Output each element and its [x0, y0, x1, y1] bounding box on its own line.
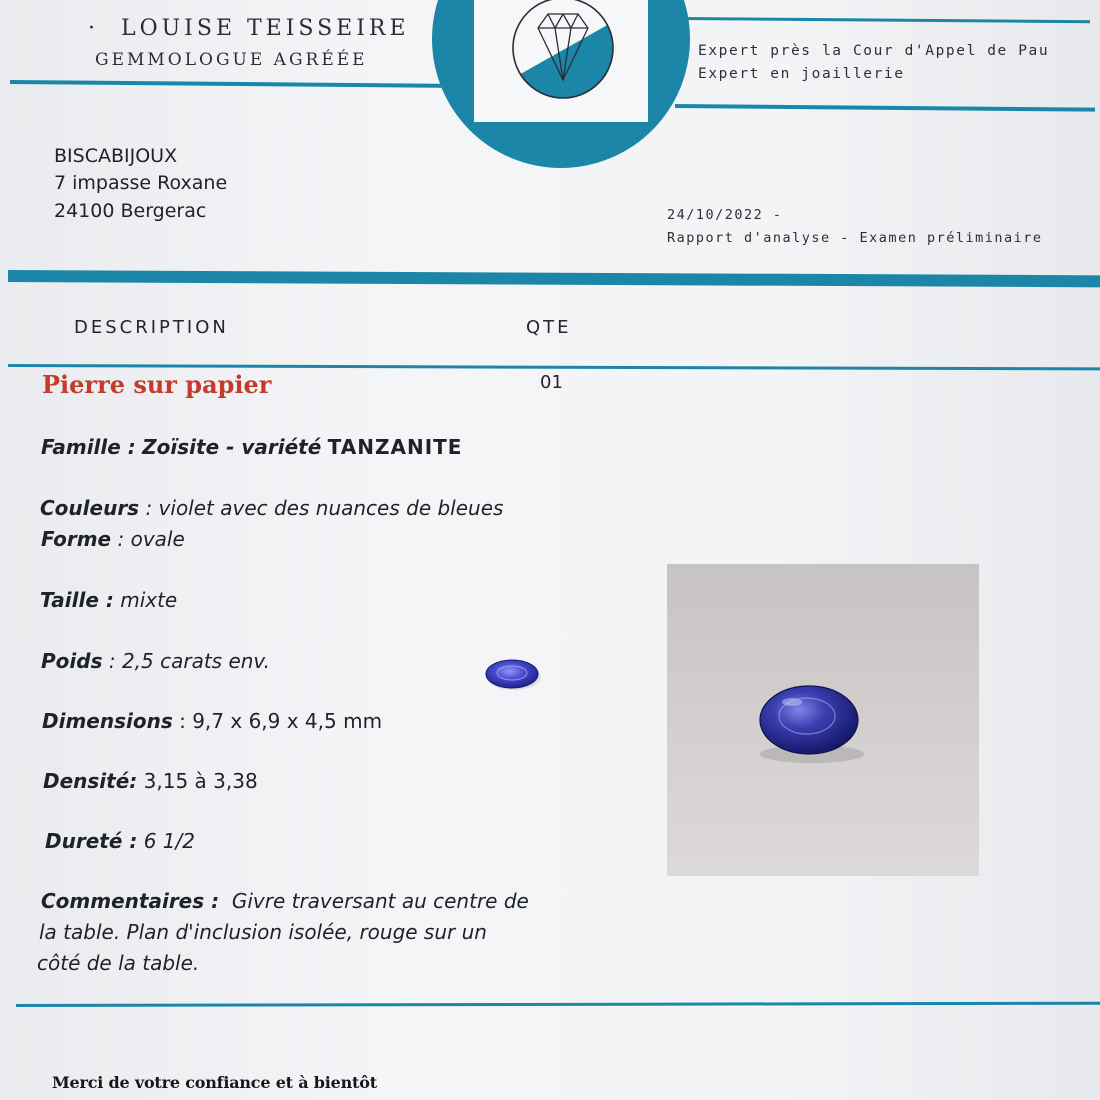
column-qty: QTE [526, 317, 572, 338]
commentaires-label: Commentaires : [41, 889, 220, 913]
header-rule-right-top [680, 17, 1090, 23]
header-rule-right-bottom [675, 104, 1095, 112]
commentaires-line-1: Givre traversant au centre de [231, 889, 529, 913]
report-date: 24/10/2022 - [667, 207, 783, 223]
durete-row [45, 829, 195, 853]
couleurs-label: Couleurs [40, 496, 140, 520]
durete-label: Dureté : [45, 829, 138, 853]
credential-court: Expert près la Cour d'Appel de Pau [698, 43, 1050, 59]
report-title: Rapport d'analyse - Examen préliminaire [667, 230, 1043, 246]
credential-jewelry: Expert en joaillerie [698, 66, 905, 82]
quantity-value: 01 [540, 372, 563, 393]
dimensions-label: Dimensions [42, 709, 173, 733]
forme-row [41, 527, 185, 551]
poids-label: Poids [41, 649, 103, 673]
header-rule-left [10, 80, 450, 88]
taille-label: Taille : [40, 588, 114, 612]
commentaires-line-3: côté de la table. [37, 951, 200, 975]
footer-rule [16, 1002, 1100, 1007]
expert-name-line [88, 16, 410, 41]
dimensions-value: : 9,7 x 6,9 x 4,5 mm [179, 709, 383, 733]
expert-title: GEMMOLOGUE AGRÉÉE [95, 50, 368, 70]
famille-label: Famille : [41, 435, 136, 459]
bullet-mark: · [88, 16, 99, 41]
commentaires-row [41, 889, 529, 913]
stone-title: Pierre sur papier [42, 370, 272, 399]
couleurs-row [40, 496, 503, 520]
gemstone-on-paper [484, 654, 542, 694]
poids-value: : 2,5 carats env. [108, 649, 270, 673]
taille-value: mixte [120, 588, 178, 612]
forme-value: : ovale [117, 527, 185, 551]
famille-variety: TANZANITE [327, 435, 463, 459]
densite-row [43, 769, 258, 793]
diamond-icon [510, 0, 616, 100]
durete-value: 6 1/2 [143, 829, 195, 853]
famille-value: Zoïsite - variété [142, 435, 322, 459]
client-city: 24100 Bergerac [54, 200, 207, 222]
section-band [8, 270, 1100, 287]
dimensions-row [42, 709, 382, 733]
column-description: DESCRIPTION [74, 317, 229, 338]
famille-row [41, 435, 462, 459]
densite-value: 3,15 à 3,38 [143, 769, 258, 793]
thanks-message: Merci de votre confiance et à bientôt [52, 1073, 377, 1092]
densite-label: Densité: [43, 769, 138, 793]
client-street: 7 impasse Roxane [54, 172, 228, 194]
expert-name: LOUISE TEISSEIRE [121, 16, 410, 41]
forme-label: Forme [41, 527, 112, 551]
taille-row [40, 588, 177, 612]
poids-row [41, 649, 270, 673]
client-name: BISCABIJOUX [54, 145, 178, 167]
couleurs-value: : violet avec des nuances de bleues [145, 496, 504, 520]
gemstone-photo-stone [750, 680, 870, 770]
commentaires-line-2: la table. Plan d'inclusion isolée, rouge sur un [39, 920, 487, 944]
